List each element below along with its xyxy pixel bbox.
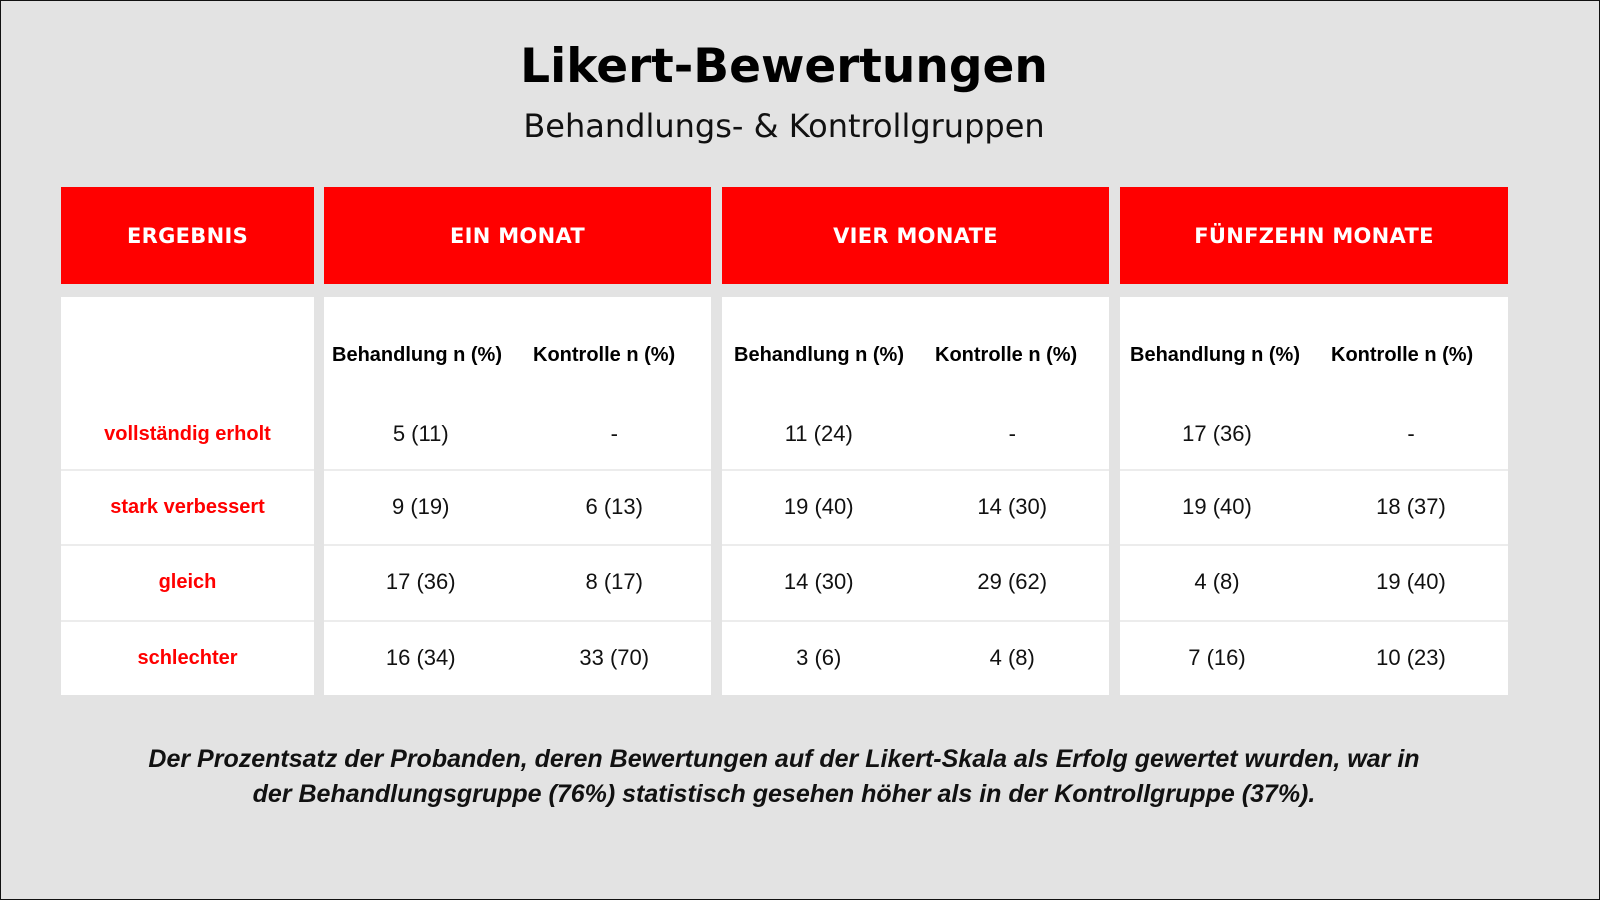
control-cell: 8 (17) bbox=[585, 569, 643, 594]
fifteen-months-panel bbox=[1120, 297, 1508, 695]
row-label: schlechter bbox=[137, 646, 238, 669]
treatment-cell: 9 (19) bbox=[392, 494, 450, 519]
subheader-treatment: Behandlung n (%) bbox=[332, 343, 502, 366]
page-title: Likert-Bewertungen bbox=[520, 39, 1048, 94]
table-row bbox=[722, 620, 1109, 694]
header-four-months: VIER MONATE bbox=[722, 187, 1109, 284]
control-cell: 4 (8) bbox=[989, 645, 1035, 670]
table-row bbox=[324, 620, 711, 694]
table-row bbox=[324, 469, 711, 543]
one-month-panel bbox=[324, 297, 711, 695]
treatment-cell: 14 (30) bbox=[783, 569, 854, 594]
table-row bbox=[61, 544, 314, 618]
treatment-cell: 17 (36) bbox=[385, 569, 456, 594]
control-cell: 33 (70) bbox=[579, 645, 650, 670]
treatment-cell: 3 (6) bbox=[796, 645, 842, 670]
subheader-treatment: Behandlung n (%) bbox=[1130, 343, 1300, 366]
treatment-cell: 19 (40) bbox=[783, 494, 854, 519]
treatment-cell: 17 (36) bbox=[1182, 421, 1252, 446]
header-fifteen-months: FÜNFZEHN MONATE bbox=[1120, 187, 1508, 284]
row-label: stark verbessert bbox=[110, 495, 265, 518]
header-outcome: ERGEBNIS bbox=[61, 187, 314, 284]
row-label: vollständig erholt bbox=[104, 422, 271, 445]
treatment-cell: 16 (34) bbox=[385, 645, 456, 670]
four-months-panel bbox=[722, 297, 1109, 695]
table-row bbox=[61, 397, 314, 471]
control-cell: 14 (30) bbox=[977, 494, 1048, 519]
control-cell: 18 (37) bbox=[1376, 494, 1446, 519]
control-cell: 10 (23) bbox=[1376, 645, 1446, 670]
treatment-cell: 5 (11) bbox=[392, 421, 449, 446]
table-row bbox=[1120, 469, 1508, 543]
control-cell: - bbox=[610, 421, 618, 446]
row-label: gleich bbox=[158, 570, 217, 593]
table-row bbox=[324, 544, 711, 618]
table-row bbox=[722, 397, 1109, 471]
treatment-cell: 19 (40) bbox=[1182, 494, 1252, 519]
control-cell: 19 (40) bbox=[1376, 569, 1446, 594]
outcome-panel bbox=[61, 297, 314, 695]
footnote: Der Prozentsatz der Probanden, deren Bewertungen auf der Likert-Skala als Erfolg gewertet wurden, war in der Behandlungsgruppe (76%) statistisch gesehen höher als in der Kontrollgruppe (37%). bbox=[148, 745, 1420, 808]
control-cell: 6 (13) bbox=[585, 494, 643, 519]
table-row bbox=[1120, 544, 1508, 618]
table-row bbox=[722, 544, 1109, 618]
header-one-month: EIN MONAT bbox=[324, 187, 711, 284]
treatment-cell: 4 (8) bbox=[1194, 569, 1240, 594]
page-subtitle: Behandlungs- & Kontrollgruppen bbox=[523, 107, 1045, 145]
subheader-control: Kontrolle n (%) bbox=[1331, 343, 1474, 366]
table-row bbox=[1120, 620, 1508, 694]
control-cell: - bbox=[1407, 421, 1415, 446]
table-row bbox=[61, 620, 314, 694]
treatment-cell: 7 (16) bbox=[1188, 645, 1246, 670]
subheader-treatment: Behandlung n (%) bbox=[734, 343, 904, 366]
subheader-control: Kontrolle n (%) bbox=[533, 343, 676, 366]
table-row bbox=[61, 469, 314, 543]
table-row bbox=[1120, 397, 1508, 471]
table-row bbox=[324, 397, 711, 471]
subheader-control: Kontrolle n (%) bbox=[935, 343, 1078, 366]
control-cell: - bbox=[1008, 421, 1016, 446]
table-row bbox=[722, 469, 1109, 543]
treatment-cell: 11 (24) bbox=[784, 421, 853, 446]
control-cell: 29 (62) bbox=[977, 569, 1048, 594]
